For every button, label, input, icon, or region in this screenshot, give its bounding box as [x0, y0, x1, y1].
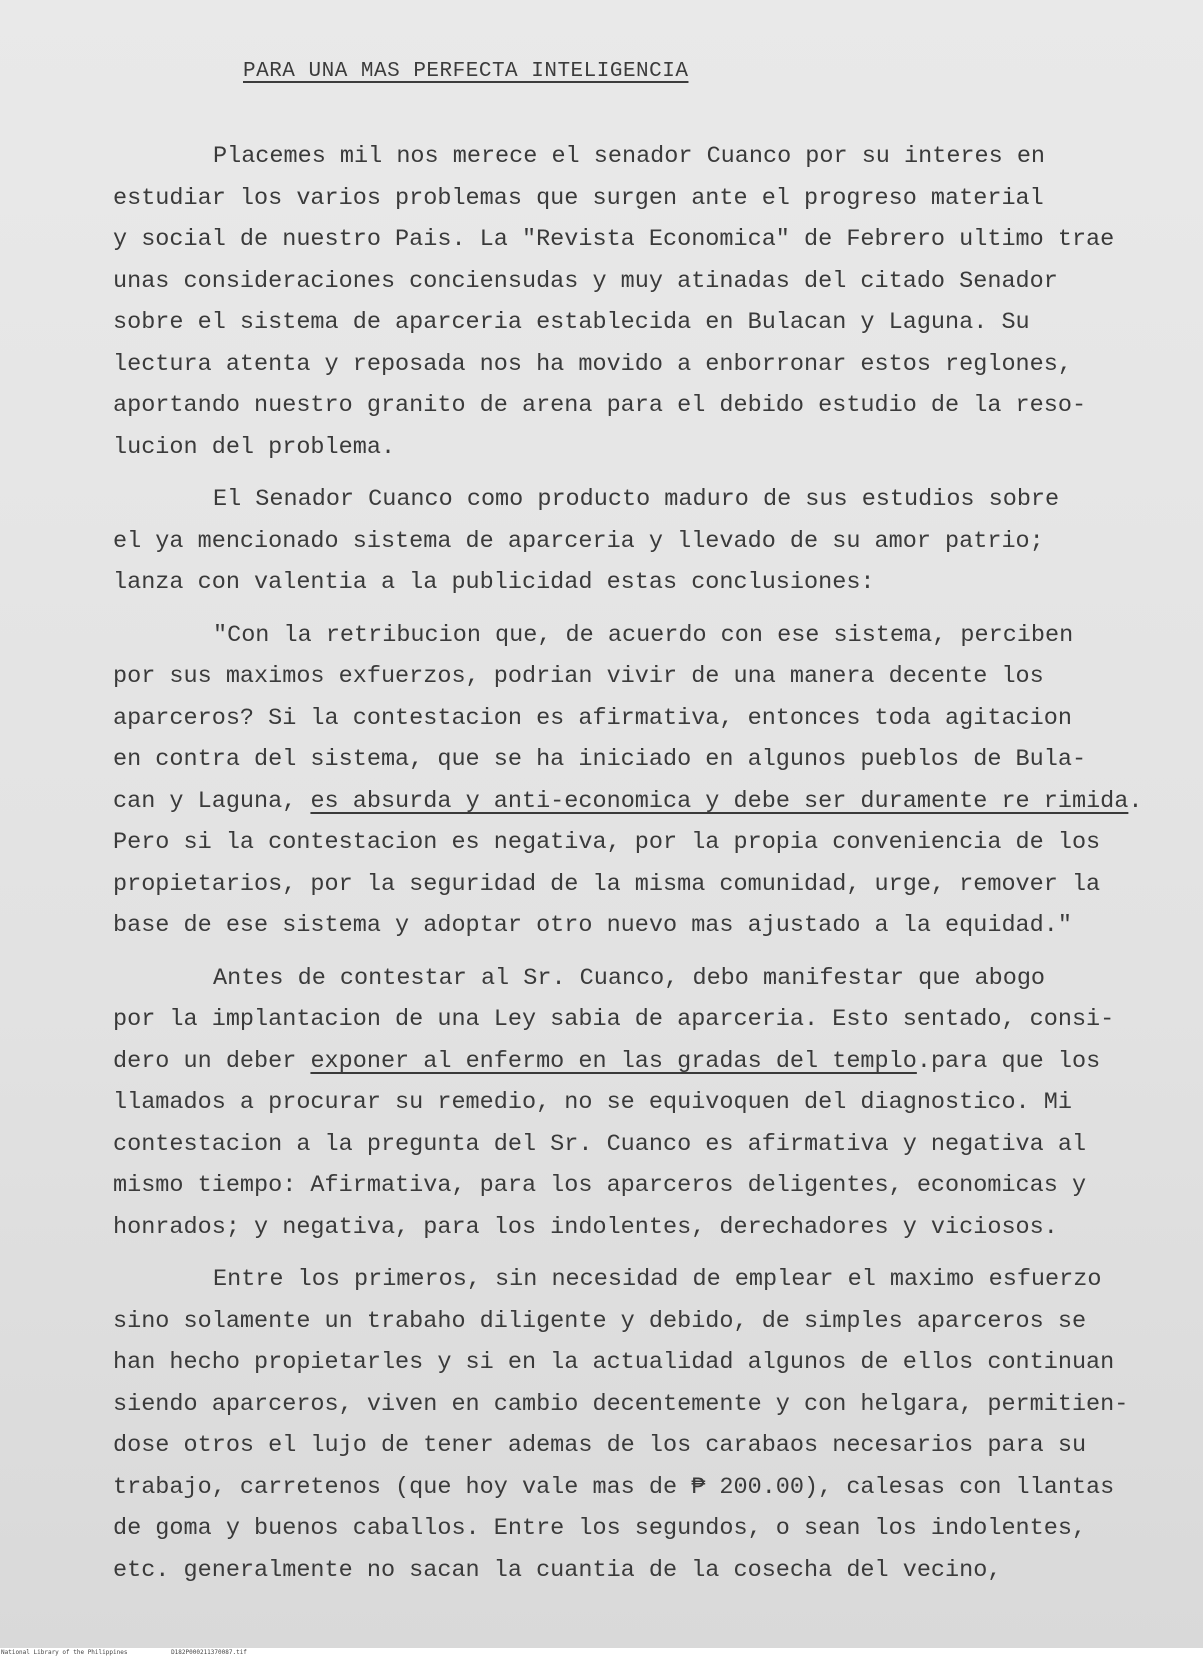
text-line: lucion del problema.	[113, 433, 396, 461]
text-segment: dero un deber	[113, 1047, 311, 1075]
file-name: D182P000211370087.tif	[171, 1649, 247, 1656]
text-line: de goma y buenos caballos. Entre los segundos, o sean los indolentes,	[113, 1515, 1087, 1542]
text-line-underlined	[113, 1041, 1173, 1083]
scan-footer	[0, 1648, 1203, 1658]
text-line: Entre los primeros, sin necesidad de emplear el maximo esfuerzo	[213, 1266, 1102, 1293]
text-line: contestacion a la pregunta del Sr. Cuanco es afirmativa y negativa al	[113, 1130, 1087, 1158]
underlined-phrase: es absurda y anti-economica y debe ser duramente re rimida	[310, 787, 1129, 815]
text-line: base de ese sistema y adoptar otro nuevo mas ajustado a la equidad."	[113, 912, 1072, 939]
text-line: estudiar los varios problemas que surgen ante el progreso material	[113, 184, 1044, 212]
text-line: Pero si la contestacion es negativa, por la propia conveniencia de los	[113, 829, 1101, 856]
text-segment: .	[1128, 787, 1143, 815]
underlined-phrase: exponer al enfermo en las gradas del templo	[310, 1047, 917, 1075]
text-line: lanza con valentia a la publicidad estas conclusiones:	[113, 569, 875, 596]
text-line: El Senador Cuanco como producto maduro de sus estudios sobre	[213, 486, 1060, 513]
text-line: propietarios, por la seguridad de la misma comunidad, urge, remover la	[113, 870, 1101, 898]
text-line: y social de nuestro Pais. La "Revista Economica" de Febrero ultimo trae	[113, 226, 1115, 253]
text-line: el ya mencionado sistema de aparceria y llevado de su amor patrio;	[113, 527, 1044, 555]
text-segment: .para que los	[916, 1047, 1101, 1075]
text-line: Antes de contestar al Sr. Cuanco, debo manifestar que abogo	[213, 964, 1046, 992]
paragraph-2	[113, 479, 1173, 604]
text-line: aportando nuestro granito de arena para el debido estudio de la reso-	[113, 392, 1087, 419]
text-line: lectura atenta y reposada nos ha movido a enborronar estos reglones,	[113, 350, 1072, 378]
text-line: por la implantacion de una Ley sabia de aparceria. Esto sentado, consi-	[113, 1006, 1115, 1033]
text-line-underlined	[113, 781, 1173, 823]
document-title: PARA UNA MAS PERFECTA INTELIGENCIA	[243, 60, 689, 83]
text-line: por sus maximos exfuerzos, podrian vivir de una manera decente los	[113, 663, 1044, 690]
text-line: siendo aparceros, viven en cambio decentemente y con helgara, permitien-	[113, 1390, 1129, 1418]
text-line: unas consideraciones conciensudas y muy atinadas del citado Senador	[113, 267, 1058, 295]
library-credit: National Library of the Philippines	[1, 1649, 128, 1656]
text-line: en contra del sistema, que se ha iniciado en algunos pueblos de Bula-	[113, 746, 1087, 773]
text-line: aparceros? Si la contestacion es afirmativa, entonces toda agitacion	[113, 704, 1072, 732]
text-line: sobre el sistema de aparceria establecida en Bulacan y Laguna. Su	[113, 309, 1030, 336]
text-line: "Con la retribucion que, de acuerdo con ese sistema, perciben	[213, 621, 1074, 649]
text-line: sino solamente un trabaho diligente y debido, de simples aparceros se	[113, 1307, 1087, 1335]
paragraph-1	[113, 136, 1173, 468]
document-body	[113, 136, 1173, 1602]
paragraph-5	[113, 1259, 1173, 1591]
text-line: Placemes mil nos merece el senador Cuanco por su interes en	[213, 143, 1046, 170]
text-line: honrados; y negativa, para los indolentes, derechadores y viciosos.	[113, 1213, 1058, 1241]
text-line: llamados a procurar su remedio, no se equivoquen del diagnostico. Mi	[113, 1089, 1072, 1116]
text-line: etc. generalmente no sacan la cuantia de la cosecha del vecino,	[113, 1556, 1002, 1584]
text-line: han hecho propietarles y si en la actualidad algunos de ellos continuan	[113, 1349, 1115, 1376]
text-line: dose otros el lujo de tener ademas de los carabaos necesarios para su	[113, 1432, 1087, 1459]
paragraph-3-quotation	[113, 615, 1173, 947]
text-line: mismo tiempo: Afirmativa, para los aparceros deligentes, economicas y	[113, 1172, 1087, 1199]
paragraph-4	[113, 958, 1173, 1249]
text-line: trabajo, carretenos (que hoy vale mas de ₱ 200.00), calesas con llantas	[113, 1473, 1115, 1501]
text-segment: can y Laguna,	[113, 787, 311, 815]
